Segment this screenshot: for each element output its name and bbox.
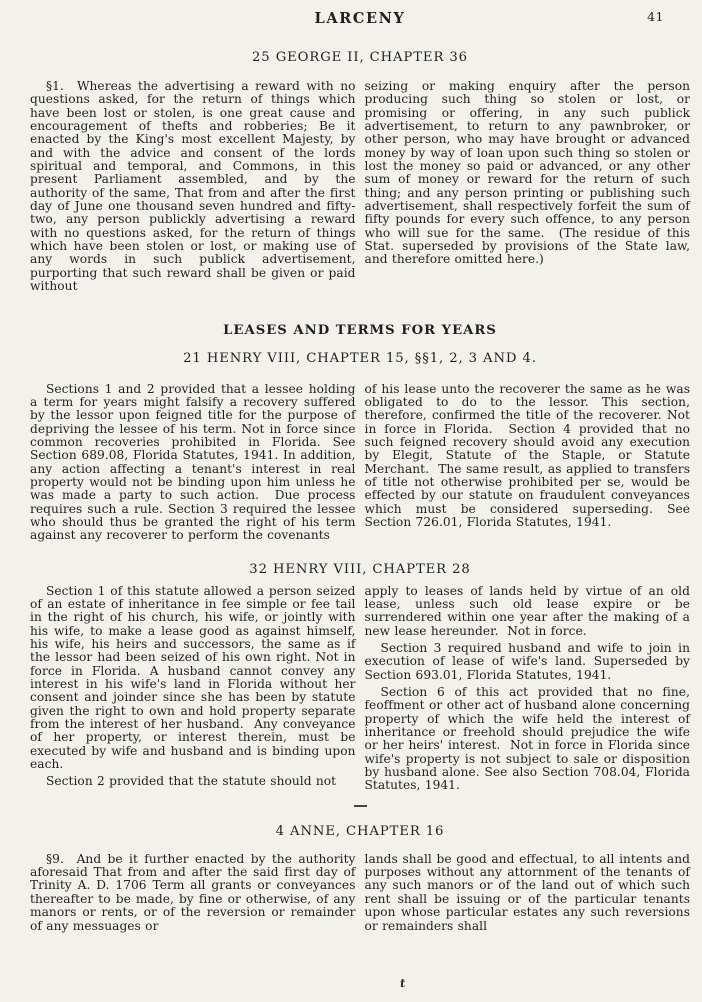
column-left (30, 585, 356, 793)
paragraph: apply to leases of lands held by virtue of an old lease, unless such old lease expire or be surrendered within one year after the making of a new lease hereunder. Not in force. (364, 583, 690, 638)
column-right (365, 383, 691, 543)
paragraph: Section 2 provided that the statute should not (46, 774, 337, 789)
column-left (30, 383, 356, 543)
column-right (365, 853, 691, 933)
paragraph: Section 3 required husband and wife to join in execution of lease of wife's land. Superseded by Section 693.01, Florida Statutes, 1941. (364, 641, 690, 682)
paragraph: lands shall be good and effectual, to all intents and purposes without any attornment of the tenants of any such manors or of the land out of which such rent shall be issuing or of the particular tenants upon whose particular estates any such reversions or remainders shall (364, 851, 690, 933)
chapter-heading: 21 HENRY VIII, CHAPTER 15, §§1, 2, 3 AND 4. (183, 350, 537, 366)
chapter-heading: 32 HENRY VIII, CHAPTER 28 (249, 561, 471, 577)
two-column-text (30, 853, 690, 933)
two-column-text (30, 585, 690, 793)
paragraph: Section 6 of this act provided that no fine, feoffment or other act of husband alone concerning property of which the wife held the interest of inheritance or freehold should prejudice the wife or her heirs' interest. Not in force in Florida since wife's property is not subject to sale or disposition by husband alone. See also Section 708.04, Florida Statutes, 1941. (364, 685, 690, 793)
section-25-george-ii-chapter-36 (30, 50, 690, 294)
paragraph: seizing or making enquiry after the person producing such thing so stolen or lost, or promising or offering, in any such publick advertisement, to return to any pawnbroker, or other person, who may have brought or advanced money by way of loan upon such thing so stolen or lost the money so paid or advanced, or any other sum of money or reward for the return of such thing; and any person printing or publishing such advertisement, shall respectively forfeit the sum of fifty pounds for every such offence, to any person who will sue for the same. (The residue of this Stat. superseded by provisions of the State law, and therefore omitted here.) (364, 79, 690, 267)
paragraph: Sections 1 and 2 provided that a lessee holding a term for years might falsify a recovery suffered by the lessor upon feigned title for the purpose of depriving the lessee of his term. Not in force since common recoveries prohibited in Florida. See Section 689.08, Florida Statutes, 1941. In addition, any action affecting a tenant's interest in real property would not be binding upon him unless he was made a party to such action. Due process requires such a rule. Section 3 required the lessee who should thus be granted the right of his term against any recoverer to perform the covenants (30, 381, 356, 543)
paragraph: of his lease unto the recoverer the same as he was obligated to do to the lessor. This section, therefore, confirmed the title of the recoverer. Not in force in Florida. Section 4 provided that no such feigned recovery should avoid any execution by Elegit, Statute of the Staple, or Statute Merchant. The same result, as applied to transfers of title not otherwise prohibited per se, would be effected by our statute on fraudulent conveyances which must be considered superseding. See Section 726.01, Florida Statutes, 1941. (364, 381, 690, 529)
chapter-heading: 25 GEORGE II, CHAPTER 36 (252, 50, 468, 65)
ink-mark: t (399, 975, 406, 991)
column-right (365, 585, 691, 793)
column-left (30, 853, 356, 933)
column-right (365, 80, 691, 294)
page-number: 41 (647, 9, 664, 24)
column-left (30, 80, 356, 294)
section-4-anne-chapter-16 (30, 805, 690, 933)
two-column-text (30, 383, 690, 543)
chapter-heading: 4 ANNE, CHAPTER 16 (275, 823, 445, 839)
section-21-henry-viii-chapter-15 (30, 323, 690, 543)
paragraph: §1. Whereas the advertising a reward with no questions asked, for the return of things which have been lost or stolen, is one great cause and encouragement of thefts and robberies; Be it enacted by the King's most excellent Majesty, by and with the advice and consent of the lords spiritual and temporal, and Commons, in this present Parliament assembled, and by the authority of the same, That from and after the first day of June one thousand seven hundred and fifty-two, any person publickly advertising a reward with no questions asked, for the return of things which have been stolen or lost, or making use of any words in such publick advertisement, purporting that such reward shall be given or paid without (30, 79, 356, 294)
paragraph: Section 1 of this statute allowed a person seized of an estate of inheritance in fee simple or fee tail in the right of his church, his wife, or jointly with his wife, to make a lease good as against himself, his wife, his heirs and successors, the same as if the lessor had been seized of his own right. Not in force in Florida. A husband cannot convey any interest in his wife's land in Florida without her consent and joinder since she has been by statute given the right to own and hold property separate from the interest of her husband. Any conveyance of her property, or interest therein, must be executed by wife and husband and is binding upon each. (30, 583, 356, 772)
paragraph: §9. And be it further enacted by the authority aforesaid That from and after the said first day of Trinity A. D. 1706 Term all grants or conveyances thereafter to be made, by fine or otherwise, of any manors or rents, or of the reversion or remainder of any messuages or (30, 851, 356, 933)
section-32-henry-viii-chapter-28 (30, 562, 690, 793)
running-head (30, 8, 690, 27)
page-header-title: LARCENY (314, 10, 406, 27)
two-column-text (30, 80, 690, 294)
section-divider (354, 805, 367, 807)
topic-heading: LEASES AND TERMS FOR YEARS (223, 322, 497, 338)
